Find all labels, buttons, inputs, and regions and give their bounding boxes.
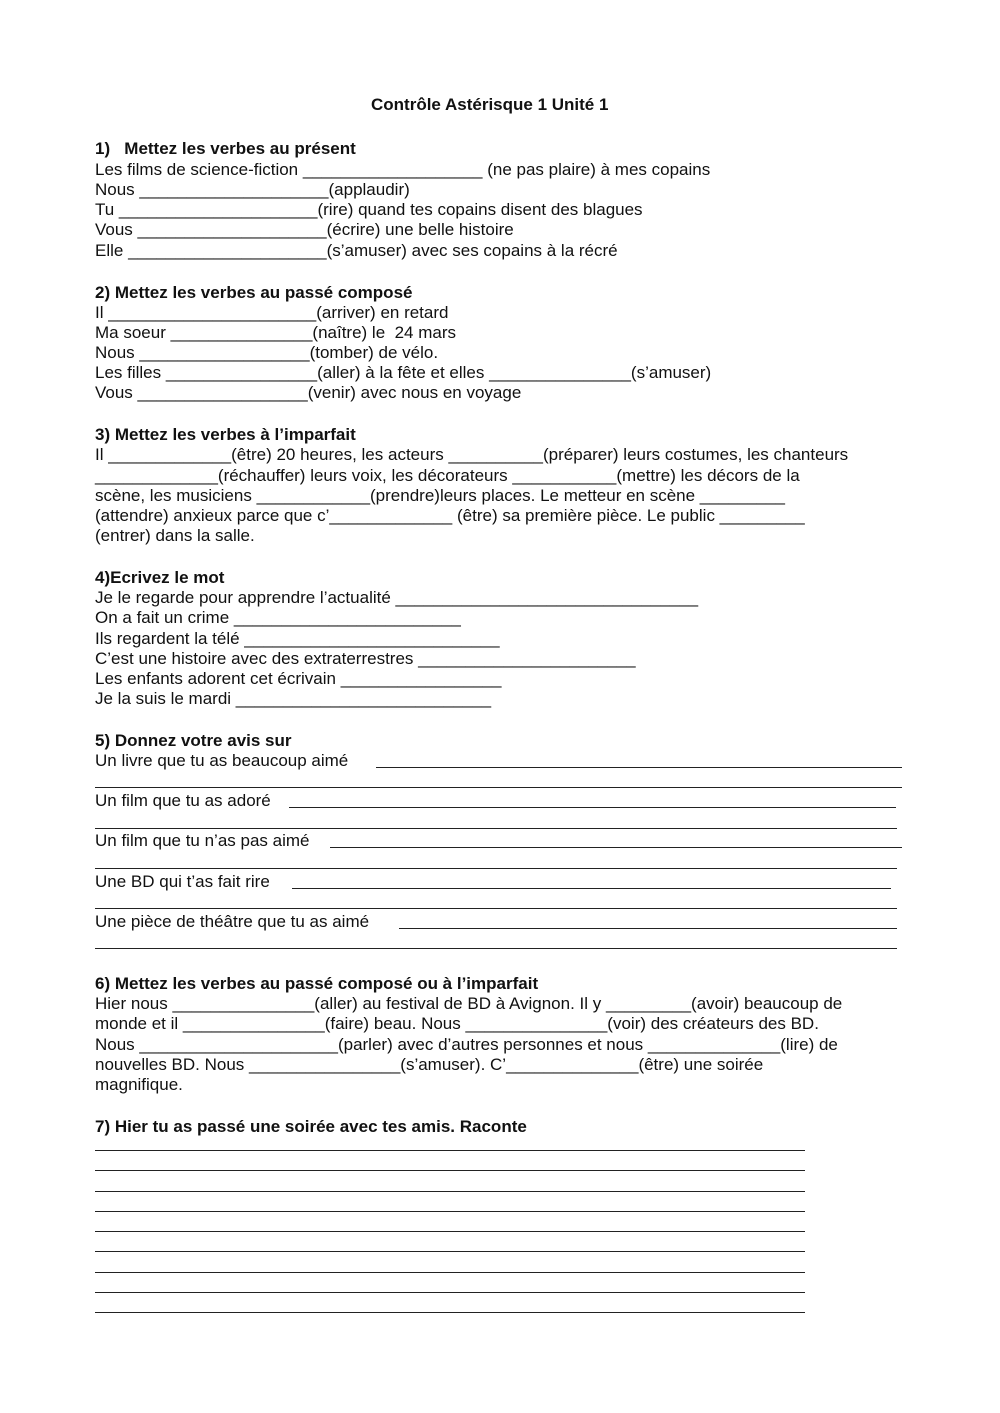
exercise-line: Elle _____________________(s’amuser) avec ses copains à la récré	[95, 241, 618, 260]
exercise-line: Les filles ________________(aller) à la fête et elles _______________(s’amuser)	[95, 363, 712, 382]
writing-line	[95, 1170, 805, 1171]
answer-line	[95, 908, 897, 909]
exercise-line: (entrer) dans la salle.	[95, 526, 255, 545]
answer-line	[376, 767, 902, 768]
exercise-line: Ma soeur _______________(naître) le 24 mars	[95, 323, 457, 342]
section-5-heading: 5) Donnez votre avis sur	[95, 731, 292, 750]
exercise-line: magnifique.	[95, 1075, 183, 1094]
answer-line	[95, 828, 897, 829]
section-6-heading: 6) Mettez les verbes au passé composé ou à l’imparfait	[95, 974, 539, 993]
writing-line	[95, 1272, 805, 1273]
writing-line	[95, 1150, 805, 1151]
answer-line	[292, 888, 891, 889]
section-7-heading: 7) Hier tu as passé une soirée avec tes amis. Raconte	[95, 1117, 527, 1136]
exercise-line: Ils regardent la télé ___________________________	[95, 629, 500, 648]
opinion-prompt: Une pièce de théâtre que tu as aimé	[95, 912, 370, 931]
exercise-line: Vous __________________(venir) avec nous en voyage	[95, 383, 522, 402]
answer-line	[330, 847, 902, 848]
writing-line	[95, 1292, 805, 1293]
section-3-heading: 3) Mettez les verbes à l’imparfait	[95, 425, 356, 444]
exercise-line: nouvelles BD. Nous ________________(s’amuser). C’______________(être) une soirée	[95, 1055, 764, 1074]
opinion-prompt: Un film que tu as adoré	[95, 791, 271, 810]
exercise-line: Je le regarde pour apprendre l’actualité ________________________________	[95, 588, 699, 607]
exercise-line: Les films de science-fiction ___________________ (ne pas plaire) à mes copains	[95, 160, 711, 179]
answer-line	[95, 868, 897, 869]
exercise-line: Tu _____________________(rire) quand tes copains disent des blagues	[95, 200, 643, 219]
opinion-prompt: Un livre que tu as beaucoup aimé	[95, 751, 349, 770]
section-2-heading: 2) Mettez les verbes au passé composé	[95, 283, 413, 302]
section-1-heading: 1) Mettez les verbes au présent	[95, 139, 356, 158]
page-title: Contrôle Astérisque 1 Unité 1	[371, 95, 609, 114]
writing-line	[95, 1211, 805, 1212]
answer-line	[289, 807, 896, 808]
exercise-line: Je la suis le mardi ___________________________	[95, 689, 492, 708]
exercise-line: Nous __________________(tomber) de vélo.	[95, 343, 439, 362]
exercise-line: Vous ____________________(écrire) une belle histoire	[95, 220, 514, 239]
answer-line	[95, 948, 897, 949]
exercise-line: Il ______________________(arriver) en retard	[95, 303, 449, 322]
exercise-line: On a fait un crime ________________________	[95, 608, 461, 627]
writing-line	[95, 1312, 805, 1313]
exercise-line: monde et il _______________(faire) beau. Nous _______________(voir) des créateurs des BD.	[95, 1014, 819, 1033]
writing-line	[95, 1251, 805, 1252]
answer-line	[95, 787, 902, 788]
exercise-line: Les enfants adorent cet écrivain _________________	[95, 669, 502, 688]
opinion-prompt: Un film que tu n’as pas aimé	[95, 831, 310, 850]
exercise-line: C’est une histoire avec des extraterrestres _______________________	[95, 649, 636, 668]
opinion-prompt: Une BD qui t’as fait rire	[95, 872, 270, 891]
answer-line	[399, 928, 897, 929]
exercise-line: _____________(réchauffer) leurs voix, les décorateurs ___________(mettre) les décors de la	[95, 466, 800, 485]
exercise-line: Hier nous _______________(aller) au festival de BD à Avignon. Il y _________(avoir) beaucoup de	[95, 994, 843, 1013]
section-4-heading: 4)Ecrivez le mot	[95, 568, 225, 587]
exercise-line: (attendre) anxieux parce que c’_____________ (être) sa première pièce. Le public _________	[95, 506, 805, 525]
exercise-line: Nous _____________________(parler) avec d’autres personnes et nous ______________(lire) de	[95, 1035, 838, 1054]
writing-line	[95, 1191, 805, 1192]
exercise-line: Nous ____________________(applaudir)	[95, 180, 410, 199]
writing-line	[95, 1231, 805, 1232]
exercise-line: scène, les musiciens ____________(prendre)leurs places. Le metteur en scène _________	[95, 486, 785, 505]
exercise-line: Il _____________(être) 20 heures, les acteurs __________(préparer) leurs costumes, les chanteurs	[95, 445, 849, 464]
